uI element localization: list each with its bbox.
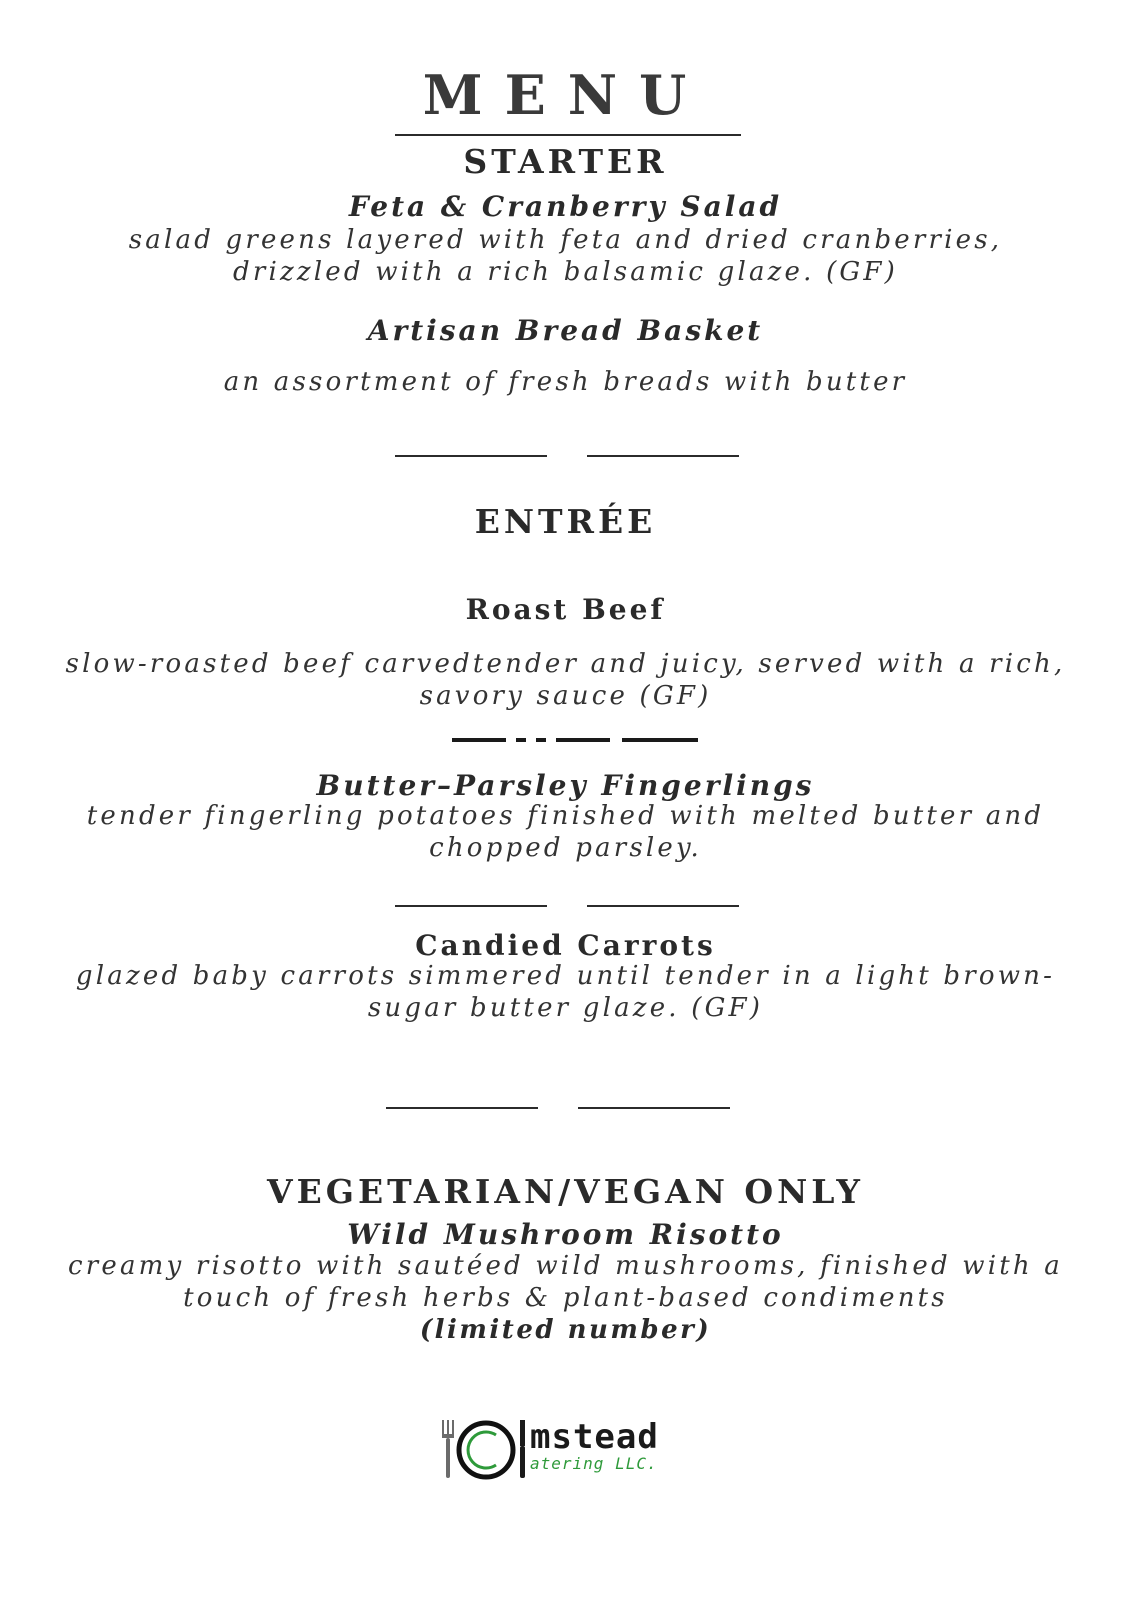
fork-icon [440, 1420, 456, 1480]
divider-left [395, 905, 547, 907]
dish-description: slow-roasted beef carvedtender and juicy, served with a rich, [65, 649, 1066, 679]
dash-divider [452, 738, 698, 742]
logo-subline: atering LLC. [530, 1454, 658, 1473]
dish-name: Feta & Cranberry Salad [348, 190, 783, 223]
dish-description: savory sauce (GF) [419, 681, 712, 711]
section-heading-starter: STARTER [463, 142, 668, 181]
dish-name: Roast Beef [465, 593, 666, 626]
dish-name: Wild Mushroom Risotto [347, 1218, 784, 1251]
dish-name: Candied Carrots [415, 929, 716, 962]
logo-wordmark: mstead [530, 1417, 659, 1457]
dish-name: Artisan Bread Basket [367, 314, 764, 347]
company-logo [440, 1418, 700, 1482]
dish-description: tender fingerling potatoes finished with melted butter and [86, 801, 1045, 831]
dish-name: Butter–Parsley Fingerlings [316, 769, 815, 802]
dish-note: (limited number) [419, 1315, 712, 1345]
dish-description: salad greens layered with feta and dried cranberries, [128, 225, 1003, 255]
knife-icon [516, 1420, 528, 1480]
divider-left [395, 455, 547, 457]
divider-right [587, 905, 739, 907]
dish-description: sugar butter glaze. (GF) [367, 993, 764, 1023]
dish-description: drizzled with a rich balsamic glaze. (GF) [233, 257, 898, 287]
title-underline [395, 134, 741, 136]
menu-title: MENU [422, 63, 709, 127]
divider-right [578, 1107, 730, 1109]
dish-description: creamy risotto with sautéed wild mushrooms, finished with a [67, 1251, 1064, 1281]
divider-right [587, 455, 739, 457]
divider-left [386, 1107, 538, 1109]
plate-icon [456, 1420, 516, 1480]
section-heading-entree: ENTRÉE [474, 502, 657, 541]
section-heading-vegetarian: VEGETARIAN/VEGAN ONLY [267, 1172, 864, 1211]
dish-description: glazed baby carrots simmered until tender in a light brown- [75, 961, 1056, 991]
dish-description: touch of fresh herbs & plant-based condiments [183, 1283, 948, 1313]
dish-description: an assortment of fresh breads with butter [223, 367, 908, 397]
dish-description: chopped parsley. [429, 833, 702, 863]
